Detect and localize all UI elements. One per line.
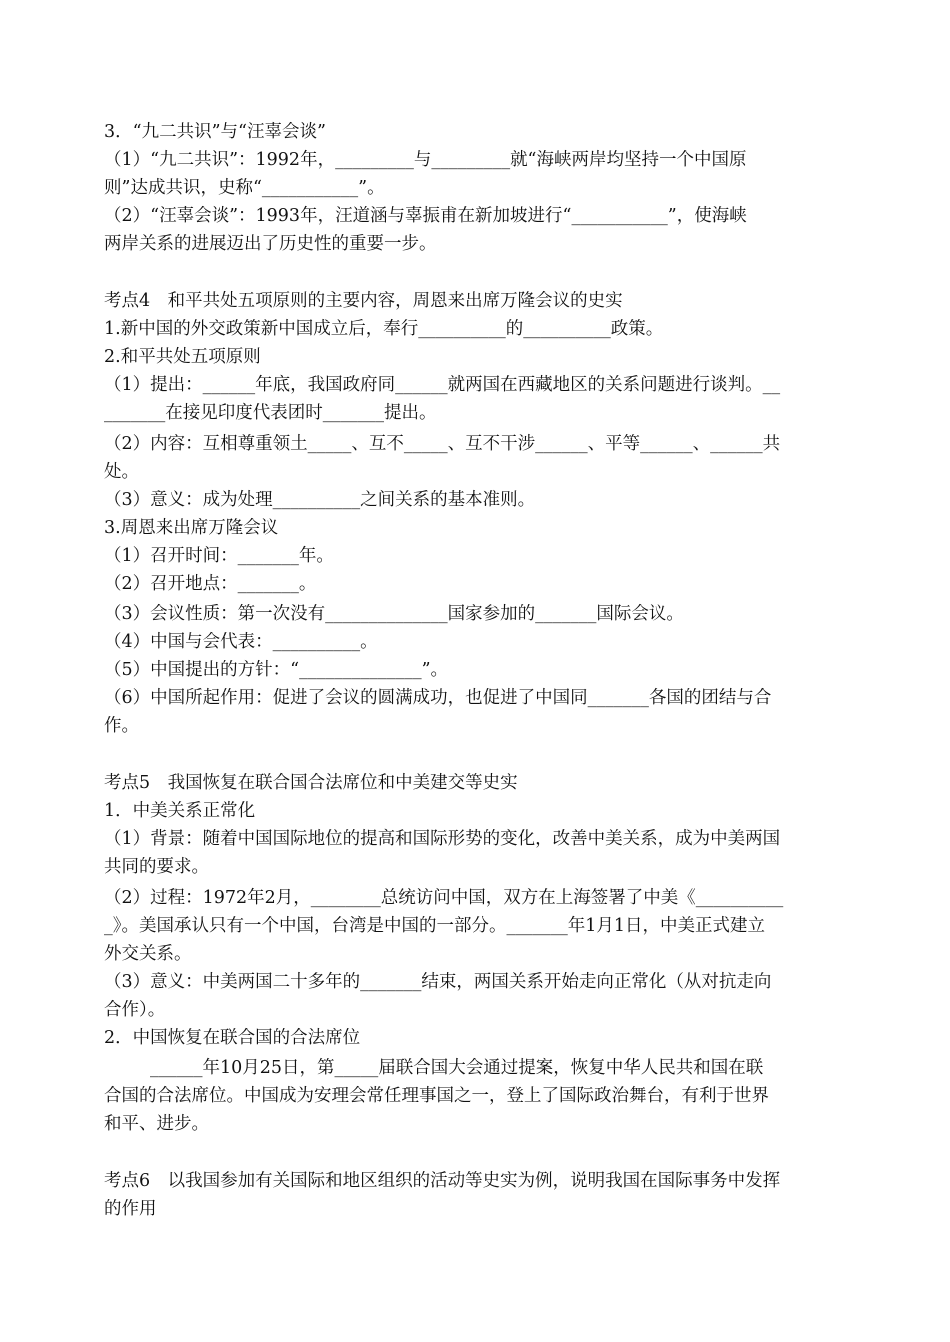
text-line: 2．中国恢复在联合国的合法席位 <box>104 1028 361 1048</box>
text-line: （1）背景：随着中国国际地位的提高和国际形势的变化，改善中美关系，成为中美两国 <box>104 829 781 849</box>
text-line: （3）意义：成为处理__________之间关系的基本准则。 <box>104 490 536 510</box>
exam-point-title: 考点6 以我国参加有关国际和地区组织的活动等史实为例，说明我国在国际事务中发挥 <box>104 1171 781 1191</box>
text-line: （6）中国所起作用：促进了会议的圆满成功，也促进了中国同_______各国的团结与合 <box>104 688 772 708</box>
text-line: （4）中国与会代表：__________。 <box>104 632 378 652</box>
text-line: 合作）。 <box>104 1000 166 1020</box>
section-heading: 3．“九二共识”与“汪辜会谈” <box>104 122 326 142</box>
text-line: 1．中美关系正常化 <box>104 801 256 821</box>
text-line: 则”达成共识，史称“___________”。 <box>104 178 385 198</box>
text-line: （2）内容：互相尊重领土_____、互不_____、互不干涉______、平等______、______共 <box>104 434 781 454</box>
text-line: （3）意义：中美两国二十多年的_______结束，两国关系开始走向正常化（从对抗走向 <box>104 972 772 992</box>
paragraph-line: ______年10月25日，第_____届联合国大会通过提案，恢复中华人民共和国在联 <box>150 1058 764 1078</box>
paragraph-line: 合国的合法席位。中国成为安理会常任理事国之一，登上了国际政治舞台，有利于世界 <box>104 1086 769 1106</box>
text-line: （1）召开时间：_______年。 <box>104 546 334 566</box>
text-line: 外交关系。 <box>104 944 192 964</box>
text-line: 处。 <box>104 462 139 482</box>
text-line: 1.新中国的外交政策新中国成立后，奉行__________的__________政策。 <box>104 319 664 339</box>
text-line: （2）“汪辜会谈”：1993年，汪道涵与辜振甫在新加坡进行“___________”，使海峡 <box>104 206 747 226</box>
text-line: 两岸关系的进展迈出了历史性的重要一步。 <box>104 234 437 254</box>
text-line: 3.周恩来出席万隆会议 <box>104 518 279 538</box>
text-line: 2.和平共处五项原则 <box>104 347 261 367</box>
text-line: （3）会议性质：第一次没有______________国家参加的_______国际会议。 <box>104 604 684 624</box>
text-line: （1）“九二共识”：1992年，_________与_________就“海峡两岸均坚持一个中国原 <box>104 150 747 170</box>
exam-point-title-cont: 的作用 <box>104 1199 157 1219</box>
text-line: （1）提出：______年底，我国政府同______就两国在西藏地区的关系问题进行谈判。__ <box>104 375 781 395</box>
exam-point-title: 考点4 和平共处五项原则的主要内容，周恩来出席万隆会议的史实 <box>104 291 623 311</box>
text-line: （2）过程：1972年2月，________总统访问中国，双方在上海签署了中美《__________ <box>104 888 784 908</box>
text-line: _______在接见印度代表团时_______提出。 <box>104 403 437 423</box>
paragraph-line: 和平、进步。 <box>104 1114 209 1134</box>
exam-point-title: 考点5 我国恢复在联合国合法席位和中美建交等史实 <box>104 773 518 793</box>
text-line: （5）中国提出的方针：“______________”。 <box>104 660 449 680</box>
text-line: 作。 <box>104 716 139 736</box>
text-line: （2）召开地点：_______。 <box>104 574 317 594</box>
text-line: 共同的要求。 <box>104 857 209 877</box>
text-line: _》。美国承认只有一个中国，台湾是中国的一部分。_______年1月1日，中美正式建立 <box>104 916 766 936</box>
